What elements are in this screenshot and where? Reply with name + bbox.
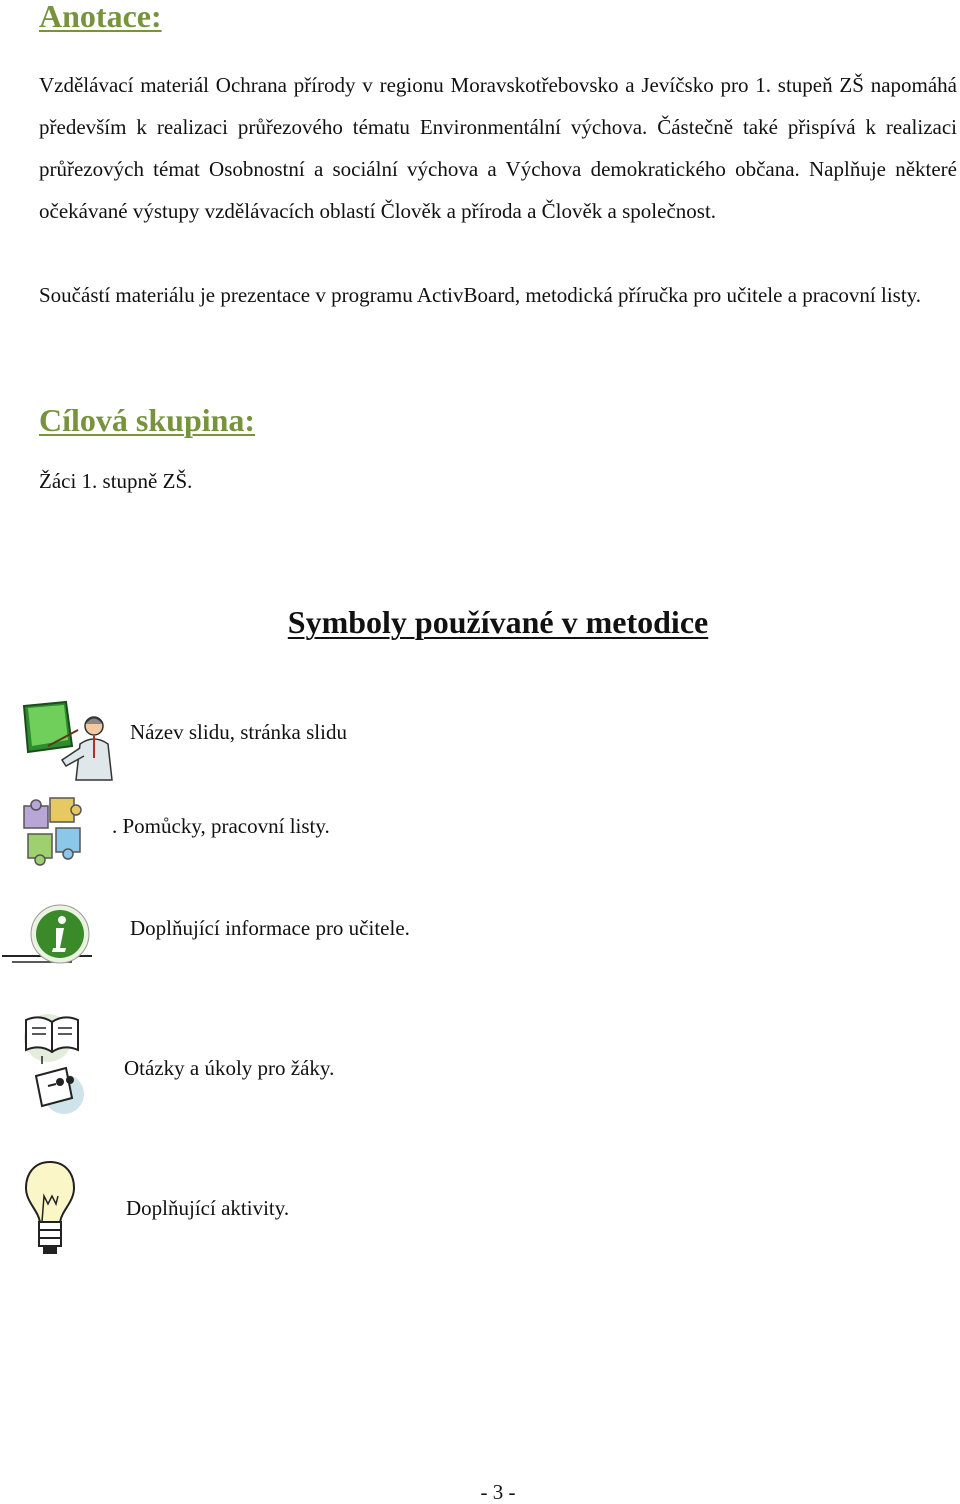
light-bulb-icon [24,1160,76,1260]
symbol-label-extra-activities: Doplňující aktivity. [126,1196,290,1220]
symbol-label-teacher-info: Doplňující informace pro učitele. [130,916,410,940]
page-number: - 3 - [480,1480,516,1504]
symbol-label-questions-tasks: Otázky a úkoly pro žáky. [124,1056,335,1080]
info-icon [2,900,94,970]
symbol-label-slide-title: Název slidu, stránka slidu [130,720,347,744]
puzzle-pieces-icon [20,792,92,866]
anotace-heading: Anotace: [39,0,162,34]
teacher-pointing-board-icon [18,700,114,784]
cilova-skupina-heading: Cílová skupina: [39,402,256,438]
symbol-label-tools-worksheets: . Pomůcky, pracovní listy. [112,814,330,838]
anotace-paragraph-1: Vzdělávací materiál Ochrana přírody v regionu Moravskotřebovsko a Jevíčsko pro 1. stupeň ZŠ napomáhá především k realizaci průřezového tématu Environmentální výchova. Částečně také přispívá k realizaci průřezových témat Osobnostní a sociální výchova a Výchova demokratického občana. Naplňuje některé očekávané výstupy vzdělávacích oblastí Člověk a příroda a Člověk a společnost. [39,73,957,223]
book-question-icon [20,1010,88,1122]
anotace-paragraph-2: Součástí materiálu je prezentace v programu ActivBoard, metodická příručka pro učitele a pracovní listy. [39,283,922,307]
symboly-heading: Symboly používané v metodice [287,604,709,640]
cilova-skupina-text: Žáci 1. stupně ZŠ. [39,469,193,493]
